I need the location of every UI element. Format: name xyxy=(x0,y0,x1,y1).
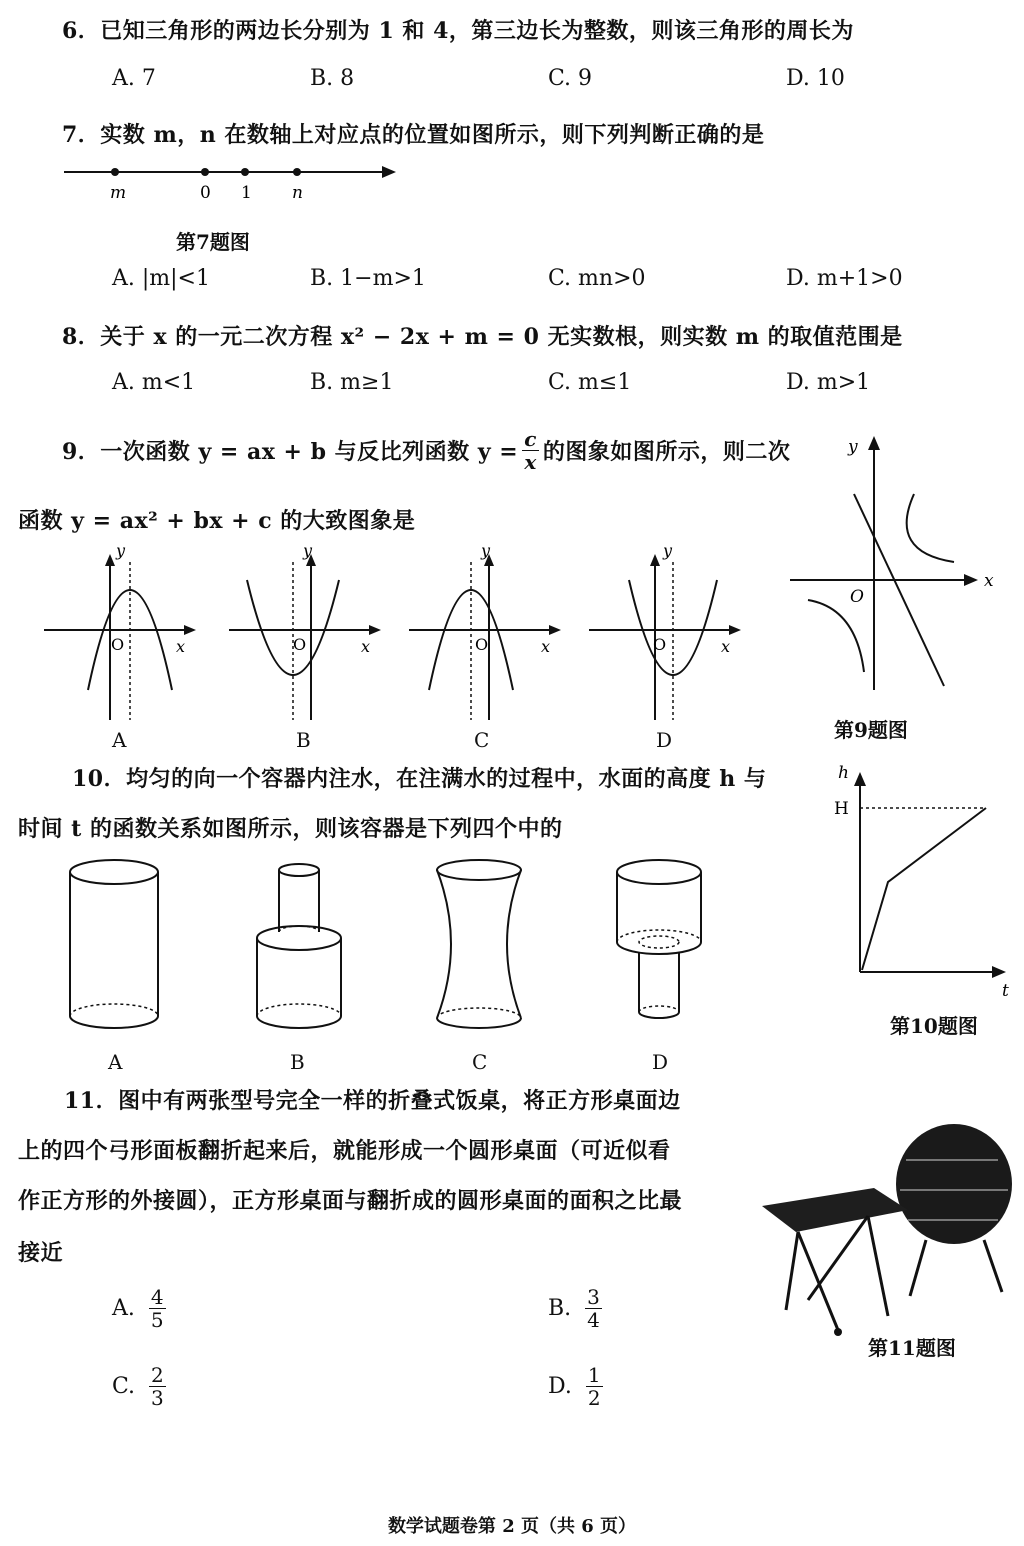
q10-graph xyxy=(826,756,1016,1006)
q10-container-d xyxy=(605,856,715,1036)
page-footer: 数学试题卷第 2 页（共 6 页） xyxy=(387,1516,637,1537)
q10-label-a: A xyxy=(108,1050,123,1074)
label-1: 1 xyxy=(241,183,252,203)
svg-text:x: x xyxy=(984,571,994,591)
q7-option-b: B. 1−m>1 xyxy=(310,266,426,291)
q9-frac-num: c xyxy=(524,427,537,451)
svg-text:O: O xyxy=(293,635,307,654)
q7-stem: 7．实数 m，n 在数轴上对应点的位置如图所示，则下列判断正确的是 xyxy=(62,122,765,148)
q9-figure xyxy=(784,424,1014,694)
q10-label-b: B xyxy=(290,1050,305,1074)
q9-graph-a xyxy=(40,540,210,730)
q10-stem-line1: 10．均匀的向一个容器内注水，在注满水的过程中，水面的高度 h 与 xyxy=(72,766,767,792)
q10-stem-line2: 时间 t 的函数关系如图所示，则该容器是下列四个中的 xyxy=(18,816,563,842)
svg-text:x: x xyxy=(176,637,186,656)
q11-stem-line1: 11．图中有两张型号完全一样的折叠式饭桌，将正方形桌面边 xyxy=(64,1088,681,1114)
svg-text:y: y xyxy=(303,541,313,560)
q11-option-d: D. $\frac{1}{2}$ xyxy=(548,1363,601,1410)
q11-caption: 第11题图 xyxy=(868,1336,956,1360)
svg-text:x: x xyxy=(361,637,371,656)
q11-stem-line2: 上的四个弓形面板翻折起来后，就能形成一个圆形桌面（可近似看 xyxy=(18,1138,671,1164)
q8-option-a: A. m<1 xyxy=(112,370,196,395)
q9-text-b: 的图象如图所示，则二次 xyxy=(542,439,791,465)
q7-number-line xyxy=(60,156,400,212)
svg-text:O: O xyxy=(850,587,864,607)
svg-text:y: y xyxy=(116,541,126,560)
svg-text:H: H xyxy=(834,799,849,819)
q7-option-c: C. mn>0 xyxy=(548,266,646,291)
point-1 xyxy=(241,168,249,176)
q7-caption: 第7题图 xyxy=(176,230,250,254)
q8-option-d: D. m>1 xyxy=(786,370,871,395)
svg-text:O: O xyxy=(653,635,667,654)
q10-container-b xyxy=(245,856,355,1036)
q9-caption: 第9题图 xyxy=(834,718,908,742)
svg-text:O: O xyxy=(111,635,125,654)
q10-caption: 第10题图 xyxy=(890,1014,978,1038)
q10-label-d: D xyxy=(652,1050,669,1074)
svg-text:O: O xyxy=(475,635,489,654)
label-n: n xyxy=(292,183,303,203)
q10-label-c: C xyxy=(472,1050,488,1074)
q11-stem-line3: 作正方形的外接圆），正方形桌面与翻折成的圆形桌面的面积之比最 xyxy=(18,1188,683,1214)
q9-label-a: A xyxy=(112,728,127,752)
q9-stem-line2: 函数 y = ax² + bx + c 的大致图象是 xyxy=(18,508,416,534)
q11-option-a: A. $\frac{4}{5}$ xyxy=(112,1285,164,1332)
q9-text-a: 9．一次函数 y = ax + b 与反比列函数 y = xyxy=(62,439,519,465)
q6-option-a: A. 7 xyxy=(112,66,156,91)
q6-option-d: D. 10 xyxy=(786,66,845,91)
q11-stem-line4: 接近 xyxy=(18,1240,64,1266)
point-n xyxy=(293,168,301,176)
svg-text:x: x xyxy=(541,637,551,656)
q8-option-b: B. m≥1 xyxy=(310,370,394,395)
q11-option-b: B. $\frac{3}{4}$ xyxy=(548,1285,600,1332)
point-0 xyxy=(201,168,209,176)
q6-option-c: C. 9 xyxy=(548,66,593,91)
svg-text:y: y xyxy=(848,437,858,457)
q9-label-b: B xyxy=(296,728,311,752)
q10-container-c xyxy=(425,856,535,1036)
q9-label-d: D xyxy=(656,728,673,752)
label-0: 0 xyxy=(200,183,211,203)
q11-option-c: C. $\frac{2}{3}$ xyxy=(112,1363,164,1410)
q9-fraction xyxy=(522,428,539,473)
svg-text:t: t xyxy=(1002,981,1009,1001)
q11-tables-picture xyxy=(758,1120,1020,1340)
svg-text:h: h xyxy=(838,763,849,783)
q9-frac-den: x xyxy=(524,450,537,474)
label-m: m xyxy=(110,183,127,203)
q9-label-c: C xyxy=(474,728,490,752)
q8-stem: 8．关于 x 的一元二次方程 x² − 2x + m = 0 无实数根，则实数 m 的取值范围是 xyxy=(62,324,903,350)
q10-container-a xyxy=(60,856,170,1036)
q7-option-a: A. |m|<1 xyxy=(112,266,210,291)
q9-graph-c xyxy=(405,540,575,730)
svg-text:x: x xyxy=(721,637,731,656)
q7-option-d: D. m+1>0 xyxy=(786,266,903,291)
q9-stem-line1 xyxy=(62,428,790,473)
svg-text:y: y xyxy=(663,541,673,560)
q9-graph-b xyxy=(225,540,395,730)
q6-stem: 6．已知三角形的两边长分别为 1 和 4，第三边长为整数，则该三角形的周长为 xyxy=(62,18,854,44)
q9-graph-d xyxy=(585,540,755,730)
svg-text:y: y xyxy=(481,541,491,560)
point-m xyxy=(111,168,119,176)
q6-option-b: B. 8 xyxy=(310,66,355,91)
q8-option-c: C. m≤1 xyxy=(548,370,632,395)
